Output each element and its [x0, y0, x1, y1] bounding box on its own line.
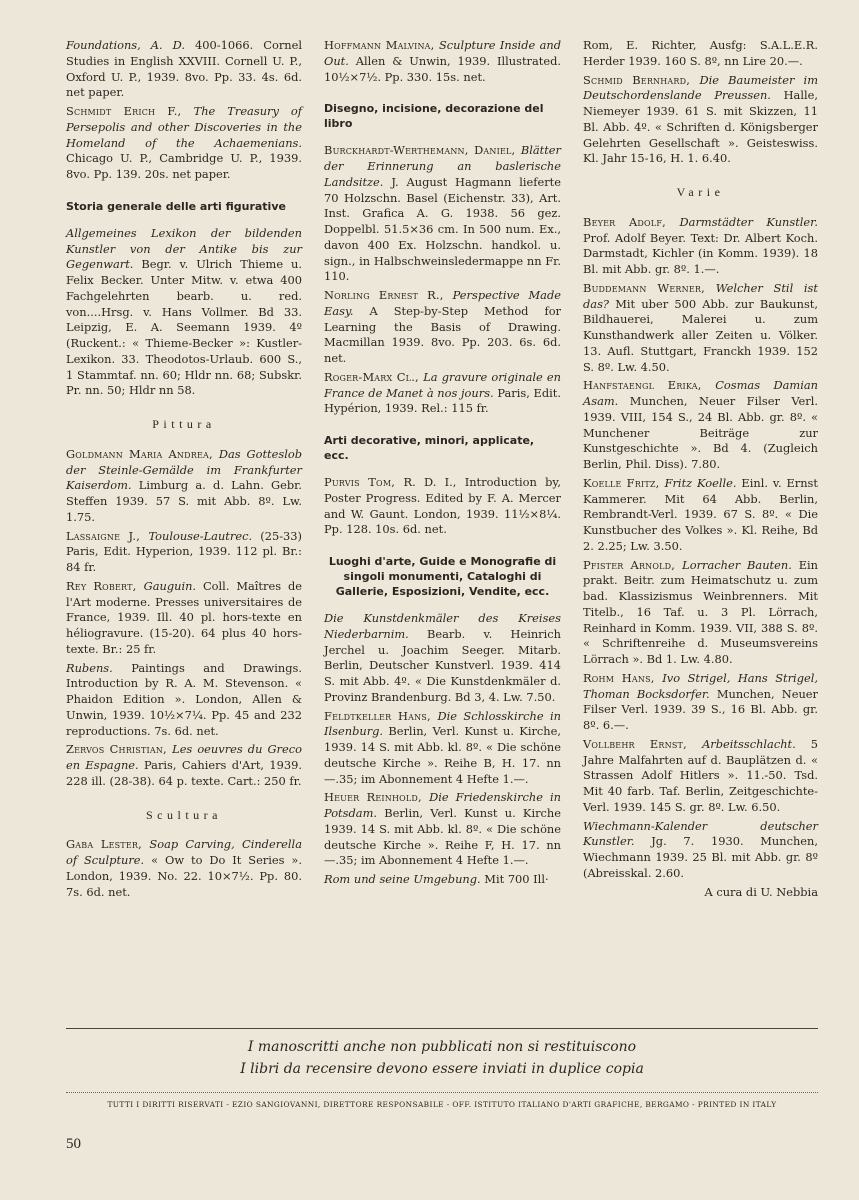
entry-title: Toulouse-Lautrec.	[148, 528, 253, 543]
imprint-footer: TUTTI I DIRITTI RISERVATI - EZIO SANGIOVANNI, DIRETTORE RESPONSABILE - OFF. ISTITUTO ITALIANO D'ARTI GRAFICHE, BERGAMO - PRINTED IN ITALY	[107, 1100, 777, 1109]
entry-details: Paris, Cahiers d'Art, 1939. 228 ill. (28-38). 64 p. texte. Cart.: 250 fr.	[66, 758, 302, 788]
entry-title: Gauguin.	[143, 578, 197, 593]
entry-title: Perspective Made Easy.	[324, 288, 561, 318]
entry-title: Rubens.	[66, 660, 113, 675]
bibliography-entry	[324, 38, 561, 85]
bibliography-entry	[583, 38, 818, 70]
section-heading: Storia generale delle arti figurative	[66, 199, 286, 213]
entry-title: Les oeuvres du Greco en Espagne.	[66, 742, 302, 772]
entry-title: La gravure originale en France de Manet à nos jours.	[324, 369, 562, 400]
entry-title: Blätter der Erinnerung an baslerische Landsitze.	[324, 143, 561, 189]
entry-details: Mit uber 500 Abb. zur Baukunst, Bildhauerei, Malerei u. zum Kunsthandwerk aller Zeiten u. Völker. 13. Aufl. Stuttgart, Franckh 1939. 152 S. 8º. Lw. 4.50.	[583, 296, 818, 374]
entry-details: R. D. I., Introduction by, Poster Progress. Edited by F. A. Mercer and W. Gaunt. London, 1939. 11½×8¼. Pp. 128. 10s. 6d. net.	[324, 475, 561, 537]
entry-details: Mit 700 Ill·	[480, 872, 549, 886]
entry-author: Hoffmann Malvina,	[324, 38, 439, 52]
entry-details: Begr. v. Ulrich Thieme u. Felix Becker. Unter Mitw. v. etwa 400 Fachgelehrten bearb. u. red. von....Hrsg. v. Hans Vollmer. Bd 33. Leipzig, E. A. Seemann 1939. 4º (Ruckent.: « Thieme-Becker »: Kustler-Lexikon. 33. Theodotos-Urlaub. 600 S., 1 Stammtaf. nn. 60; Hldr nn. 68; Subskr. Pr. nn. 50; Hldr nn 58.	[66, 257, 302, 398]
entry-details: Bearb. v. Heinrich Jerchel u. Joachim Seeger. Mitarb. Berlin, Deutscher Kunstverl. 1939. 414 S. mit Abb. 4º. « Die Kunstdenkmäler d. Provinz Brandenburg. Bd 3, 4. Lw. 7.50.	[324, 626, 561, 704]
bibliography-entry	[66, 226, 302, 399]
notice-line-2: I libri da recensire devono essere inviati in duplice copia	[240, 1061, 644, 1077]
divider-top	[66, 1028, 818, 1029]
entry-title: Cosmas Damian Asam.	[583, 378, 818, 408]
entry-details: Rom, E. Richter, Ausfg: S.A.L.E.R. Herder 1939. 160 S. 8º, nn Lire 20.—.	[583, 38, 818, 68]
entry-author: Rey Robert,	[66, 578, 144, 593]
bibliography-entry	[324, 790, 561, 869]
column-right	[583, 38, 818, 900]
entry-details: 5 Jahre Malfahrten auf d. Bauplätzen d. « Strassen Adolf Hitlers ». 11.-50. Tsd. Mit 40 farb. Taf. Berlin, Zeitgeschichte-Verl. 1939. 145 S. gr. 8º. Lw. 6.50.	[583, 736, 818, 814]
entry-details: Einl. v. Ernst Kammerer. Mit 64 Abb. Berlin, Rembrandt-Verl. 1939. 67 S. 8º. « Die Kunstbucher des Volkes ». Kl. Reihe, Bd 2. 2.25; Lw. 3.50.	[583, 475, 818, 553]
entry-details: Limburg a. d. Lahn. Gebr. Steffen 1939. 57 S. mit Abb. 8º. Lw. 1.75.	[66, 478, 302, 524]
entry-author: Roger-Marx Cl.,	[324, 369, 424, 384]
entry-details: Chicago U. P., Cambridge U. P., 1939. 8vo. Pp. 139. 20s. net paper.	[66, 151, 302, 181]
entry-title: Rom und seine Umgebung.	[324, 872, 481, 886]
entry-title: Allgemeines Lexikon der bildenden Kunstler von der Antike bis zur Gegenwart.	[66, 225, 302, 272]
bibliography-entry	[324, 709, 561, 788]
entry-title: Lorracher Bauten.	[682, 557, 792, 572]
bibliography-entry	[583, 671, 818, 734]
entry-details: Allen & Unwin, 1939. Illustrated. 10½×7½. Pp. 330. 15s. net.	[324, 53, 561, 84]
bibliography-entry	[324, 611, 561, 706]
bibliography-entry	[66, 529, 302, 576]
entry-title: Soap Carving, Cinderella of Sculpture.	[66, 837, 302, 867]
divider-bottom	[66, 1092, 818, 1093]
bibliography-entry	[583, 819, 818, 882]
entry-author: Koelle Fritz,	[583, 475, 665, 490]
bibliography-entry	[324, 370, 561, 417]
bibliography-entry	[583, 737, 818, 816]
entry-author: Zervos Christian,	[66, 742, 173, 757]
entry-title: The Treasury of Persepolis and other Discoveries in the Homeland of the Achaemenians.	[66, 104, 302, 150]
entry-title: Wiechmann-Kalender deutscher Kunstler.	[583, 818, 818, 849]
entry-details: J. August Hagmann lieferte 70 Holzschn. Basel (Eichenstr. 33), Art. Inst. Grafica A. G. 1938. 56 gez. Doppelbl. 51.5×36 cm. In 500 num. Ex., davon 400 Ex. Holzschn. handkol. u. sign., in Halbschweinsledermappe nn Fr. 110.	[324, 174, 561, 284]
entry-details: Prof. Adolf Beyer. Text: Dr. Albert Koch. Darmstadt, Kichler (in Komm. 1939). 18 Bl. mit Abb. gr. 8º. 1.—.	[583, 230, 818, 276]
bibliography-entry	[583, 281, 818, 376]
entry-author: Buddemann Werner,	[583, 280, 716, 295]
entry-author: Pfister Arnold,	[583, 557, 683, 572]
section-heading-spaced: Pittura	[152, 417, 216, 431]
entry-details: Berlin, Verl. Kunst u. Kirche 1939. 14 S. mit Abb. kl. 8º. « Die schöne deutsche Kirche ». Reihe F, H. 17. nn —.35; im Abonnement 4 Hefte 1.—.	[324, 806, 561, 868]
entry-author: Lassaigne J.,	[66, 528, 149, 543]
entry-author: Goldmann Maria Andrea,	[66, 446, 219, 461]
entry-author: Hanfstaengl Erika,	[583, 378, 716, 393]
bibliography-entry	[66, 837, 302, 900]
entry-title: Sculpture Inside and Out.	[324, 38, 561, 68]
bibliography-entry	[324, 475, 561, 538]
bibliography-entry	[324, 288, 561, 367]
entry-author: Feldtkeller Hans,	[324, 708, 438, 723]
section-heading: Arti decorative, minori, applicate, ecc.	[324, 434, 535, 462]
bibliography-entry	[324, 872, 561, 888]
entry-title: Die Friedenskirche in Potsdam.	[324, 790, 561, 820]
entry-title: Foundations, A. D.	[66, 38, 186, 52]
entry-title: Die Kunstdenkmäler des Kreises Niederbarnim.	[324, 611, 561, 641]
entry-details: Coll. Maîtres de l'Art moderne. Presses universitaires de France, 1939. Ill. 40 pl. hors-texte en héliogravure. (15-20). 64 plus 40 hors-texte. Br.: 25 fr.	[66, 578, 302, 656]
entry-details: Paintings and Drawings. Introduction by R. A. M. Stevenson. « Phaidon Edition ». London, Allen & Unwin, 1939. 10½×7¼. Pp. 45 and 232 reproductions. 7s. 6d. net.	[66, 660, 302, 738]
entry-details: Munchen, Neuer Filser Verl. 1939. VIII, 154 S., 24 Bl. Abb. gr. 8º. « Munchener Beiträge zur Kunstgeschichte ». Bd 4. (Zugleich Berlin, Phil. Diss). 7.80.	[583, 394, 818, 471]
entry-details: Berlin, Verl. Kunst u. Kirche, 1939. 14 S. mit Abb. kl. 8º. « Die schöne deutsche Kirche ». Reihe B, H. 17. nn —.35; im Abonnement 4 Hefte 1.—.	[324, 724, 561, 786]
section-heading: Luoghi d'arte, Guide e Monografie di singoli monumenti, Cataloghi di Gallerie, Esposizioni, Vendite, ecc.	[328, 555, 557, 598]
entry-author: Burckhardt-Werthemann, Daniel,	[324, 143, 521, 158]
entry-details: (25-33) Paris, Edit. Hyperion, 1939. 112 pl. Br.: 84 fr.	[66, 528, 302, 574]
entry-title: Fritz Koelle.	[664, 475, 737, 490]
entry-details: « Ow to Do It Series ». London, 1939. No. 22. 10×7½. Pp. 80. 7s. 6d. net.	[66, 853, 302, 899]
entry-details: Halle, Niemeyer 1939. 61 S. mit Skizzen, 11 Bl. Abb. 4º. « Schriften d. Königsberger Gelehrten Gesellschaft ». Geisteswiss. Kl. Jahr 15-16, H. 1. 6.40.	[583, 88, 818, 166]
section-heading-spaced: Varie	[676, 185, 725, 199]
bibliography-entry	[66, 104, 302, 183]
entry-title: Welcher Stil ist das?	[583, 280, 818, 311]
bibliography-entry	[66, 38, 302, 101]
section-heading-spaced: Scultura	[146, 807, 222, 822]
bibliography-entry	[583, 558, 818, 668]
entry-author: Norling Ernest R.,	[324, 288, 453, 302]
notice-line-1: I manoscritti anche non pubblicati non si restituiscono	[247, 1039, 637, 1055]
entry-author: Gaba Lester,	[66, 837, 150, 852]
bibliography-entry	[66, 579, 302, 658]
page-number: 50	[66, 1136, 81, 1152]
entry-details: A Step-by-Step Method for Learning the Basis of Drawing. Macmillan 1939. 8vo. Pp. 203. 6s. 6d. net.	[324, 303, 561, 365]
entry-author: Heuer Reinhold,	[324, 790, 430, 805]
bibliography-entry	[583, 476, 818, 555]
bibliography-entry	[66, 742, 302, 789]
bibliography-entry	[583, 215, 818, 278]
entry-details: Munchen, Neuer Filser Verl. 1939. 39 S., 16 Bl. Abb. gr. 8º. 6.—.	[583, 686, 818, 732]
editorial-notice	[66, 1036, 818, 1080]
editor-signature: A cura di U. Nebbia	[704, 884, 818, 899]
entry-details: 400-1066. Cornel Studies in English XXVIII. Cornell U. P., Oxford U. P., 1939. 8vo. Pp. 33. 4s. 6d. net paper.	[66, 38, 302, 100]
entry-author: Schmid Bernhard,	[583, 72, 700, 87]
entry-author: Vollbehr Ernst,	[583, 736, 703, 751]
bibliography-entry	[66, 661, 302, 740]
entry-details: Paris, Edit. Hypérion, 1939. Rel.: 115 fr.	[324, 385, 562, 416]
bibliography-entry	[66, 447, 302, 526]
entry-details: Jg. 7. 1930. Munchen, Wiechmann 1939. 25 Bl. mit Abb. gr. 8º (Abreisskal. 2.60.	[583, 834, 818, 880]
entry-title: Arbeitsschlacht.	[702, 736, 796, 751]
entry-details: Ein prakt. Beitr. zum Heimatschutz u. zum bad. Klassizismus Weinbrenners. Mit Titelb., 16 Taf. u. 3 Pl. Lörrach, Reinhard in Komm. 1939. VII, 388 S. 8º. « Schriftenreihe d. Museumsvereins Lörrach ». Bd 1. Lw. 4.80.	[583, 557, 818, 666]
bibliography-entry	[583, 73, 818, 168]
entry-title: Die Baumeister im Deutschordenslande Preussen.	[583, 72, 819, 103]
entry-title: Darmstädter Kunstler.	[679, 214, 818, 229]
section-heading: Disegno, incisione, decorazione del libro	[324, 102, 544, 131]
entry-author: Rohm Hans,	[583, 670, 663, 685]
column-left	[66, 38, 302, 903]
bibliography-entry	[583, 378, 818, 473]
column-middle	[324, 38, 561, 891]
entry-title: Das Gotteslob der Steinle-Gemälde im Frankfurter Kaiserdom.	[66, 446, 302, 493]
entry-author: Purvis Tom,	[324, 475, 404, 489]
entry-title: Ivo Strigel, Hans Strigel, Thoman Bocksdorfer.	[583, 670, 818, 701]
entry-author: Beyer Adolf,	[583, 214, 680, 229]
entry-author: Schmidt Erich F.,	[66, 104, 194, 118]
entry-title: Die Schlosskirche in Ilsenburg.	[324, 708, 561, 739]
bibliography-entry	[324, 143, 561, 285]
